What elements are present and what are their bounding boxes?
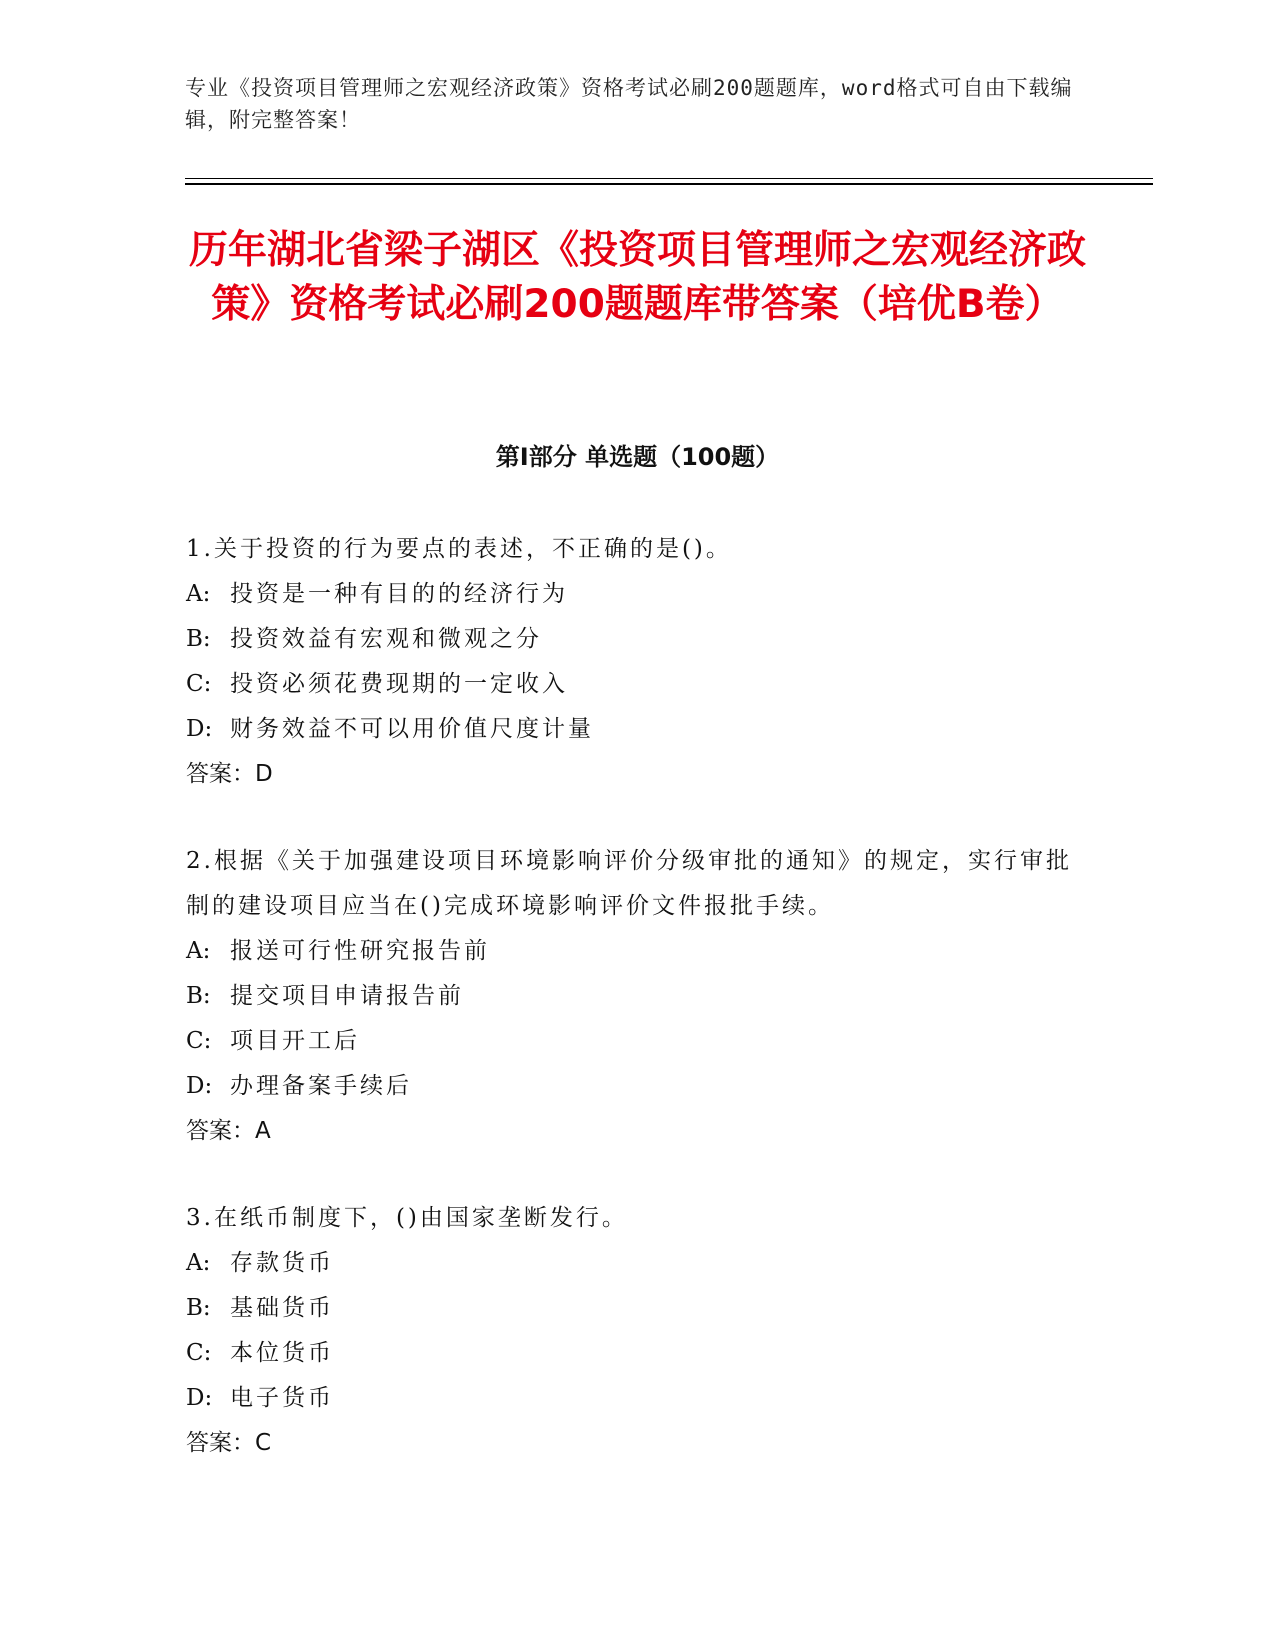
option-text: 项目开工后 bbox=[230, 1028, 360, 1054]
option-key: D: bbox=[186, 1073, 213, 1099]
document-title: 历年湖北省梁子湖区《投资项目管理师之宏观经济政策》资格考试必刷200题题库带答案（培优B卷） bbox=[188, 228, 1086, 327]
option-d bbox=[186, 1064, 1086, 1109]
option-key: D: bbox=[186, 1385, 213, 1411]
option-text: 提交项目申请报告前 bbox=[230, 983, 464, 1009]
option-key: C: bbox=[186, 1340, 212, 1366]
answer: 答案：D bbox=[186, 761, 273, 787]
option-d bbox=[186, 1376, 1086, 1421]
option-key: D: bbox=[186, 716, 213, 742]
option-b bbox=[186, 974, 1086, 1019]
option-d bbox=[186, 707, 1086, 752]
question-list bbox=[186, 527, 1086, 1508]
option-text: 投资效益有宏观和微观之分 bbox=[230, 626, 542, 652]
question-stem: 3.在纸币制度下，()由国家垄断发行。 bbox=[186, 1205, 628, 1231]
header-divider-thin bbox=[185, 178, 1153, 179]
option-key: C: bbox=[186, 1028, 212, 1054]
option-text: 投资必须花费现期的一定收入 bbox=[230, 671, 568, 697]
option-a bbox=[186, 1241, 1086, 1286]
option-a bbox=[186, 929, 1086, 974]
header-note: 专业《投资项目管理师之宏观经济政策》资格考试必刷200题题库，word格式可自由下载编辑，附完整答案！ bbox=[185, 76, 1073, 132]
question-1 bbox=[186, 527, 1086, 797]
option-text: 基础货币 bbox=[230, 1295, 334, 1321]
answer: 答案：A bbox=[186, 1118, 271, 1144]
question-stem: 2.根据《关于加强建设项目环境影响评价分级审批的通知》的规定，实行审批制的建设项目应当在()完成环境影响评价文件报批手续。 bbox=[186, 848, 1072, 919]
option-key: A: bbox=[186, 1250, 211, 1276]
header-divider-thick bbox=[185, 183, 1153, 185]
question-2 bbox=[186, 839, 1086, 1154]
question-stem: 1.关于投资的行为要点的表述，不正确的是()。 bbox=[186, 536, 732, 562]
option-text: 本位货币 bbox=[230, 1340, 334, 1366]
option-text: 投资是一种有目的的经济行为 bbox=[230, 581, 568, 607]
option-key: A: bbox=[186, 938, 211, 964]
option-key: A: bbox=[186, 581, 211, 607]
option-key: B: bbox=[186, 983, 211, 1009]
option-key: B: bbox=[186, 1295, 211, 1321]
option-c bbox=[186, 1331, 1086, 1376]
option-a bbox=[186, 572, 1086, 617]
option-b bbox=[186, 617, 1086, 662]
option-key: C: bbox=[186, 671, 212, 697]
question-3 bbox=[186, 1196, 1086, 1466]
option-key: B: bbox=[186, 626, 211, 652]
option-text: 电子货币 bbox=[230, 1385, 334, 1411]
option-b bbox=[186, 1286, 1086, 1331]
section-title: 第I部分 单选题（100题） bbox=[495, 443, 780, 471]
option-text: 报送可行性研究报告前 bbox=[230, 938, 490, 964]
option-c bbox=[186, 662, 1086, 707]
answer: 答案：C bbox=[186, 1430, 272, 1456]
option-c bbox=[186, 1019, 1086, 1064]
option-text: 存款货币 bbox=[230, 1250, 334, 1276]
option-text: 财务效益不可以用价值尺度计量 bbox=[230, 716, 594, 742]
option-text: 办理备案手续后 bbox=[230, 1073, 412, 1099]
